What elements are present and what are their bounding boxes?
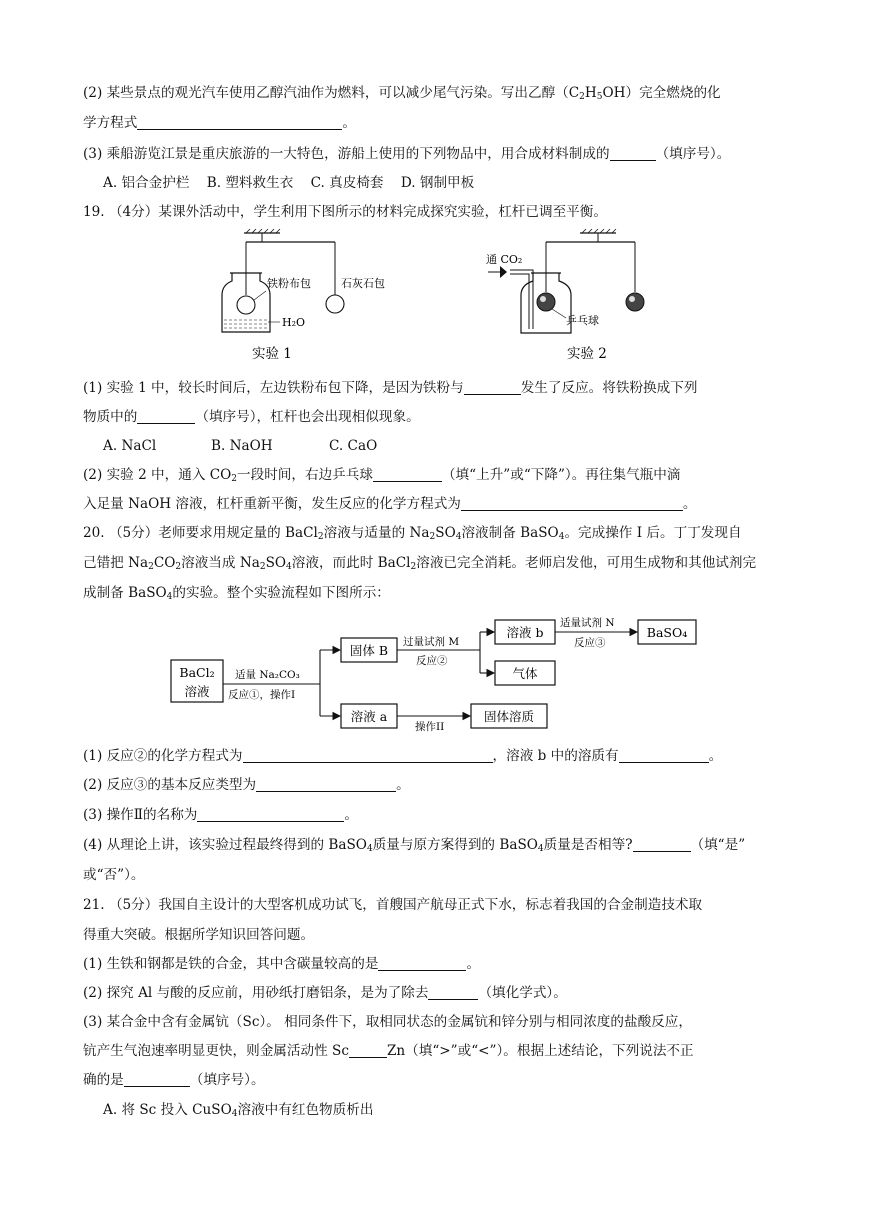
q21-part3-line3: 确的是 （填序号）。 bbox=[83, 1072, 265, 1088]
q21-part3-line2: 钪产生气泡速率明显更快，则金属活动性 Sc Zn（填“>”或“<”）。根据上述结论，下列说法不正 bbox=[83, 1043, 694, 1059]
q20-stem-line2: 己错把 $Na_2CO_2$溶液当成 $Na_2SO_4$溶液，而此时 BaCl$_2$溶液已完全消耗。老师启发他，可用生成物和其他试剂完 bbox=[83, 555, 757, 572]
answer-blank[interactable] bbox=[124, 1072, 190, 1087]
q20-stem-line1: 20. （5分）老师要求用规定量的 BaCl$_2$溶液与适量的 $Na_2SO_4$溶液制备 BaSO$_4$。完成操作 I 后。丁丁发现自 bbox=[83, 525, 742, 542]
answer-blank[interactable] bbox=[633, 837, 691, 852]
experiment-2-figure bbox=[486, 229, 644, 362]
q18-options: A. 铝合金护栏 B. 塑料救生衣 C. 真皮椅套 D. 钢制甲板 bbox=[103, 175, 475, 191]
q21-stem-line2: 得重大突破。根据所学知识回答问题。 bbox=[83, 927, 315, 943]
q21-option-a: A. 将 Sc 投入 CuSO$_4$溶液中有红色物质析出 bbox=[103, 1102, 374, 1119]
label-arrow1-bottom: 反应①，操作I bbox=[228, 689, 296, 701]
answer-blank[interactable] bbox=[349, 1043, 387, 1058]
experiment-figures bbox=[200, 225, 660, 370]
svg-text:气体: 气体 bbox=[512, 666, 538, 681]
label-arrow2-bottom: 反应② bbox=[416, 655, 448, 667]
q18-part3: (3) 乘船游览江景是重庆旅游的一大特色，游船上使用的下列物品中，用合成材料制成的 （填序号）。 bbox=[83, 146, 731, 162]
q19-part1-line1: (1) 实验 1 中，较长时间后，左边铁粉布包下降，是因为铁粉与 发生了反应。将铁粉换成下列 bbox=[83, 380, 698, 396]
svg-text:BaSO₄: BaSO₄ bbox=[646, 625, 688, 640]
q20-flow-diagram bbox=[160, 610, 720, 735]
label-arrow3-top: 适量试剂 N bbox=[560, 617, 615, 629]
svg-text:溶液 a: 溶液 a bbox=[350, 709, 388, 724]
answer-blank[interactable] bbox=[461, 496, 683, 511]
answer-blank[interactable] bbox=[464, 380, 521, 395]
svg-text:溶液: 溶液 bbox=[184, 684, 210, 699]
svg-text:固体溶质: 固体溶质 bbox=[483, 709, 535, 724]
q20-stem-line3: 成制备 BaSO$_4$的实验。整个实验流程如下图所示： bbox=[83, 585, 390, 602]
label-co2-inlet: 通 CO₂ bbox=[486, 253, 523, 266]
svg-text:BaCl₂: BaCl₂ bbox=[179, 665, 215, 680]
q19-part2-line2: 入足量 NaOH 溶液，杠杆重新平衡，发生反应的化学方程式为 。 bbox=[83, 496, 697, 512]
svg-text:固体 B: 固体 B bbox=[349, 643, 389, 658]
q21-part3-line1: (3) 某合金中含有金属钪（Sc）。 相同条件下，取相同状态的金属钪和锌分别与相同浓度的盐酸反应， bbox=[83, 1014, 692, 1030]
answer-blank[interactable] bbox=[610, 146, 656, 161]
label-arrow1-top: 适量 Na₂CO₃ bbox=[235, 669, 300, 681]
caption-experiment-2: 实验 2 bbox=[567, 346, 607, 362]
q20-part2: (2) 反应③的基本反应类型为 。 bbox=[83, 777, 410, 793]
answer-blank[interactable] bbox=[137, 115, 342, 130]
q19-stem: 19. （4分）某课外活动中，学生利用下图所示的材料完成探究实验，杠杆已调至平衡。 bbox=[83, 204, 607, 220]
label-limestone-bag: 石灰石包 bbox=[341, 277, 385, 290]
answer-blank[interactable] bbox=[256, 777, 396, 792]
q18-part2-line1: (2) 某些景点的观光汽车使用乙醇汽油作为燃料，可以减少尾气污染。写出乙醇$(C_2H_5OH)$完全燃烧的化 bbox=[83, 85, 721, 102]
q19-part2-line1: (2) 实验 2 中，通入 $CO_2$一段时间，右边乒乓球 （填“上升”或“下降”）。再往集气瓶中滴 bbox=[83, 467, 681, 484]
answer-blank[interactable] bbox=[197, 807, 344, 822]
answer-blank[interactable] bbox=[373, 467, 442, 482]
experiment-1-figure bbox=[222, 229, 385, 362]
label-arrow3-bottom: 反应③ bbox=[574, 637, 606, 649]
q20-part1: (1) 反应②的化学方程式为 ，溶液 b 中的溶质有 。 bbox=[83, 748, 723, 764]
q21-stem-line1: 21. （5分）我国自主设计的大型客机成功试飞，首艘国产航母正式下水，标志着我国的合金制造技术取 bbox=[83, 897, 703, 913]
q20-part3: (3) 操作Ⅱ的名称为 。 bbox=[83, 807, 358, 823]
answer-blank[interactable] bbox=[378, 956, 466, 971]
q18-part2-line2: 学方程式 。 bbox=[83, 115, 356, 131]
answer-blank[interactable] bbox=[137, 409, 195, 424]
svg-text:溶液 b: 溶液 b bbox=[506, 625, 544, 640]
q19-part1-line2: 物质中的 （填序号），杠杆也会出现相似现象。 bbox=[83, 409, 420, 425]
label-arrow2-top: 过量试剂 M bbox=[403, 636, 460, 648]
label-arrow4-bottom: 操作II bbox=[415, 721, 445, 733]
q19-options: A. NaCl B. NaOH C. CaO bbox=[103, 438, 378, 454]
q21-part1: (1) 生铁和钢都是铁的合金，其中含碳量较高的是 。 bbox=[83, 956, 481, 972]
answer-blank[interactable] bbox=[243, 748, 493, 763]
label-ping-pong-ball: 乒乓球 bbox=[566, 314, 599, 327]
label-iron-bag: 铁粉布包 bbox=[267, 277, 311, 290]
q20-part4-line2: 或“否”）。 bbox=[83, 867, 145, 883]
caption-experiment-1: 实验 1 bbox=[252, 346, 292, 362]
answer-blank[interactable] bbox=[428, 985, 478, 1000]
q20-part4-line1: (4) 从理论上讲，该实验过程最终得到的 BaSO$_4$质量与原方案得到的 BaSO$_4$质量是否相等? （填“是” bbox=[83, 837, 746, 854]
label-water: H₂O bbox=[282, 316, 306, 329]
answer-blank[interactable] bbox=[619, 748, 709, 763]
q21-part2: (2) 探究 Al 与酸的反应前，用砂纸打磨铝条，是为了除去 （填化学式）。 bbox=[83, 985, 567, 1001]
